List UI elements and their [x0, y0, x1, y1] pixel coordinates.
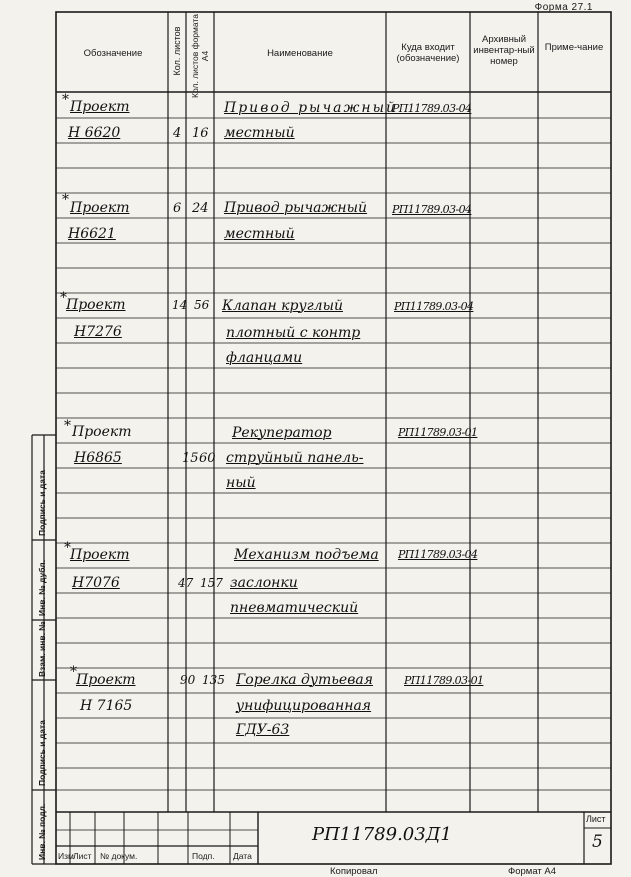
row-where-used: РП11789.03-04 — [392, 102, 472, 115]
row-name-line1: Привод рычажный — [224, 200, 368, 216]
row-where-used: РП11789.03-01 — [404, 674, 484, 687]
footer-format: Формат А4 — [508, 866, 557, 877]
row-a4: 24 — [192, 201, 209, 216]
row-designation-line1: Проект — [66, 297, 126, 313]
row-designation-line1: Проект — [70, 547, 130, 563]
row-designation-line2: Н7276 — [74, 324, 122, 340]
row-marker: * — [62, 192, 69, 208]
row-name-line2: местный — [224, 226, 295, 242]
row-sheets: 90 — [180, 673, 196, 687]
title-col-doc-number: № докум. — [100, 851, 138, 861]
row-designation-line2: Н 6620 — [68, 125, 121, 141]
title-col-signature: Подп. — [192, 851, 215, 861]
row-marker: * — [70, 664, 77, 680]
header-note: Приме-чание — [544, 42, 604, 53]
row-sheets: 6 — [173, 201, 182, 216]
header-archive-number: Архивный инвентар-ный номер — [473, 34, 535, 67]
form-number-label: Форма 27.1 — [534, 2, 593, 13]
row-name-line1: Клапан круглый — [222, 298, 343, 314]
row-name-line2: плотный с контр — [226, 325, 361, 341]
row-designation-line2: Н7076 — [72, 575, 120, 591]
row-where-used: РП11789.03-01 — [398, 426, 478, 439]
title-col-sheet: Лист — [73, 851, 92, 861]
row-name-line3: пневматический — [230, 600, 359, 616]
row-name-line1: Горелка дутьевая — [236, 672, 373, 688]
row-where-used: РП11789.03-04 — [392, 203, 472, 216]
row-a4: 56 — [194, 298, 210, 312]
header-designation: Обозначение — [83, 48, 143, 59]
row-name-line2: унифицированная — [236, 698, 372, 714]
row-a4: 157 — [200, 576, 223, 590]
side-label-signature-date-2: Подпись и дата — [37, 720, 47, 786]
row-a4: 135 — [202, 673, 225, 687]
row-a4: 60 — [199, 451, 216, 466]
row-designation-line1: Проект — [70, 200, 130, 216]
header-name: Наименование — [267, 48, 333, 59]
row-designation-line1: Проект — [72, 424, 132, 440]
title-col-date: Дата — [233, 851, 252, 861]
row-marker: * — [62, 92, 69, 108]
row-where-used: РП11789.03-04 — [394, 300, 474, 313]
row-marker: * — [60, 290, 67, 306]
row-a4: 16 — [192, 126, 209, 141]
row-where-used: РП11789.03-04 — [398, 548, 478, 561]
row-designation-line1: Проект — [76, 672, 136, 688]
row-sheets: 15 — [182, 451, 199, 466]
row-designation-line1: Проект — [70, 99, 130, 115]
row-designation-line2: Н6621 — [68, 226, 116, 242]
row-name-line3: ный — [226, 475, 256, 491]
row-name-line1: Рекуператор — [232, 425, 332, 441]
row-name-line3: ГДУ-63 — [236, 722, 290, 738]
footer-copied: Копировал — [330, 866, 378, 877]
row-name-line2: заслонки — [230, 575, 298, 591]
row-sheets: 14 — [172, 298, 188, 312]
row-designation-line2: Н6865 — [74, 450, 122, 466]
side-label-signature-date: Подпись и дата — [37, 470, 47, 536]
side-label-original-inventory: Инв. № подл. — [37, 803, 47, 860]
row-name-line3: фланцами — [226, 350, 303, 366]
row-sheets: 47 — [178, 576, 194, 590]
side-label-dup-inventory: Инв. № дубл. — [37, 559, 47, 616]
header-sheets-count: Кол. листов — [172, 26, 182, 76]
row-name-line1: Привод рычажный — [224, 100, 398, 116]
title-col-change: Изм — [58, 851, 74, 861]
sheet-label: Лист — [586, 814, 606, 824]
row-designation-line2: Н 7165 — [80, 698, 133, 714]
row-marker: * — [64, 540, 71, 556]
side-label-replaced-inventory: Взам. инв. № — [37, 621, 47, 677]
row-name-line2: местный — [224, 125, 295, 141]
sheet-number: 5 — [592, 832, 603, 852]
row-marker: * — [64, 418, 71, 434]
document-code: РП11789.03Д1 — [312, 824, 452, 845]
header-where-used: Куда входит (обозначение) — [396, 42, 460, 64]
row-sheets: 4 — [173, 126, 182, 141]
row-name-line1: Механизм подъема — [234, 547, 379, 563]
row-name-line2: струйный панель- — [226, 450, 364, 466]
header-a4-format: Кол. листов формата А4 — [190, 14, 210, 98]
